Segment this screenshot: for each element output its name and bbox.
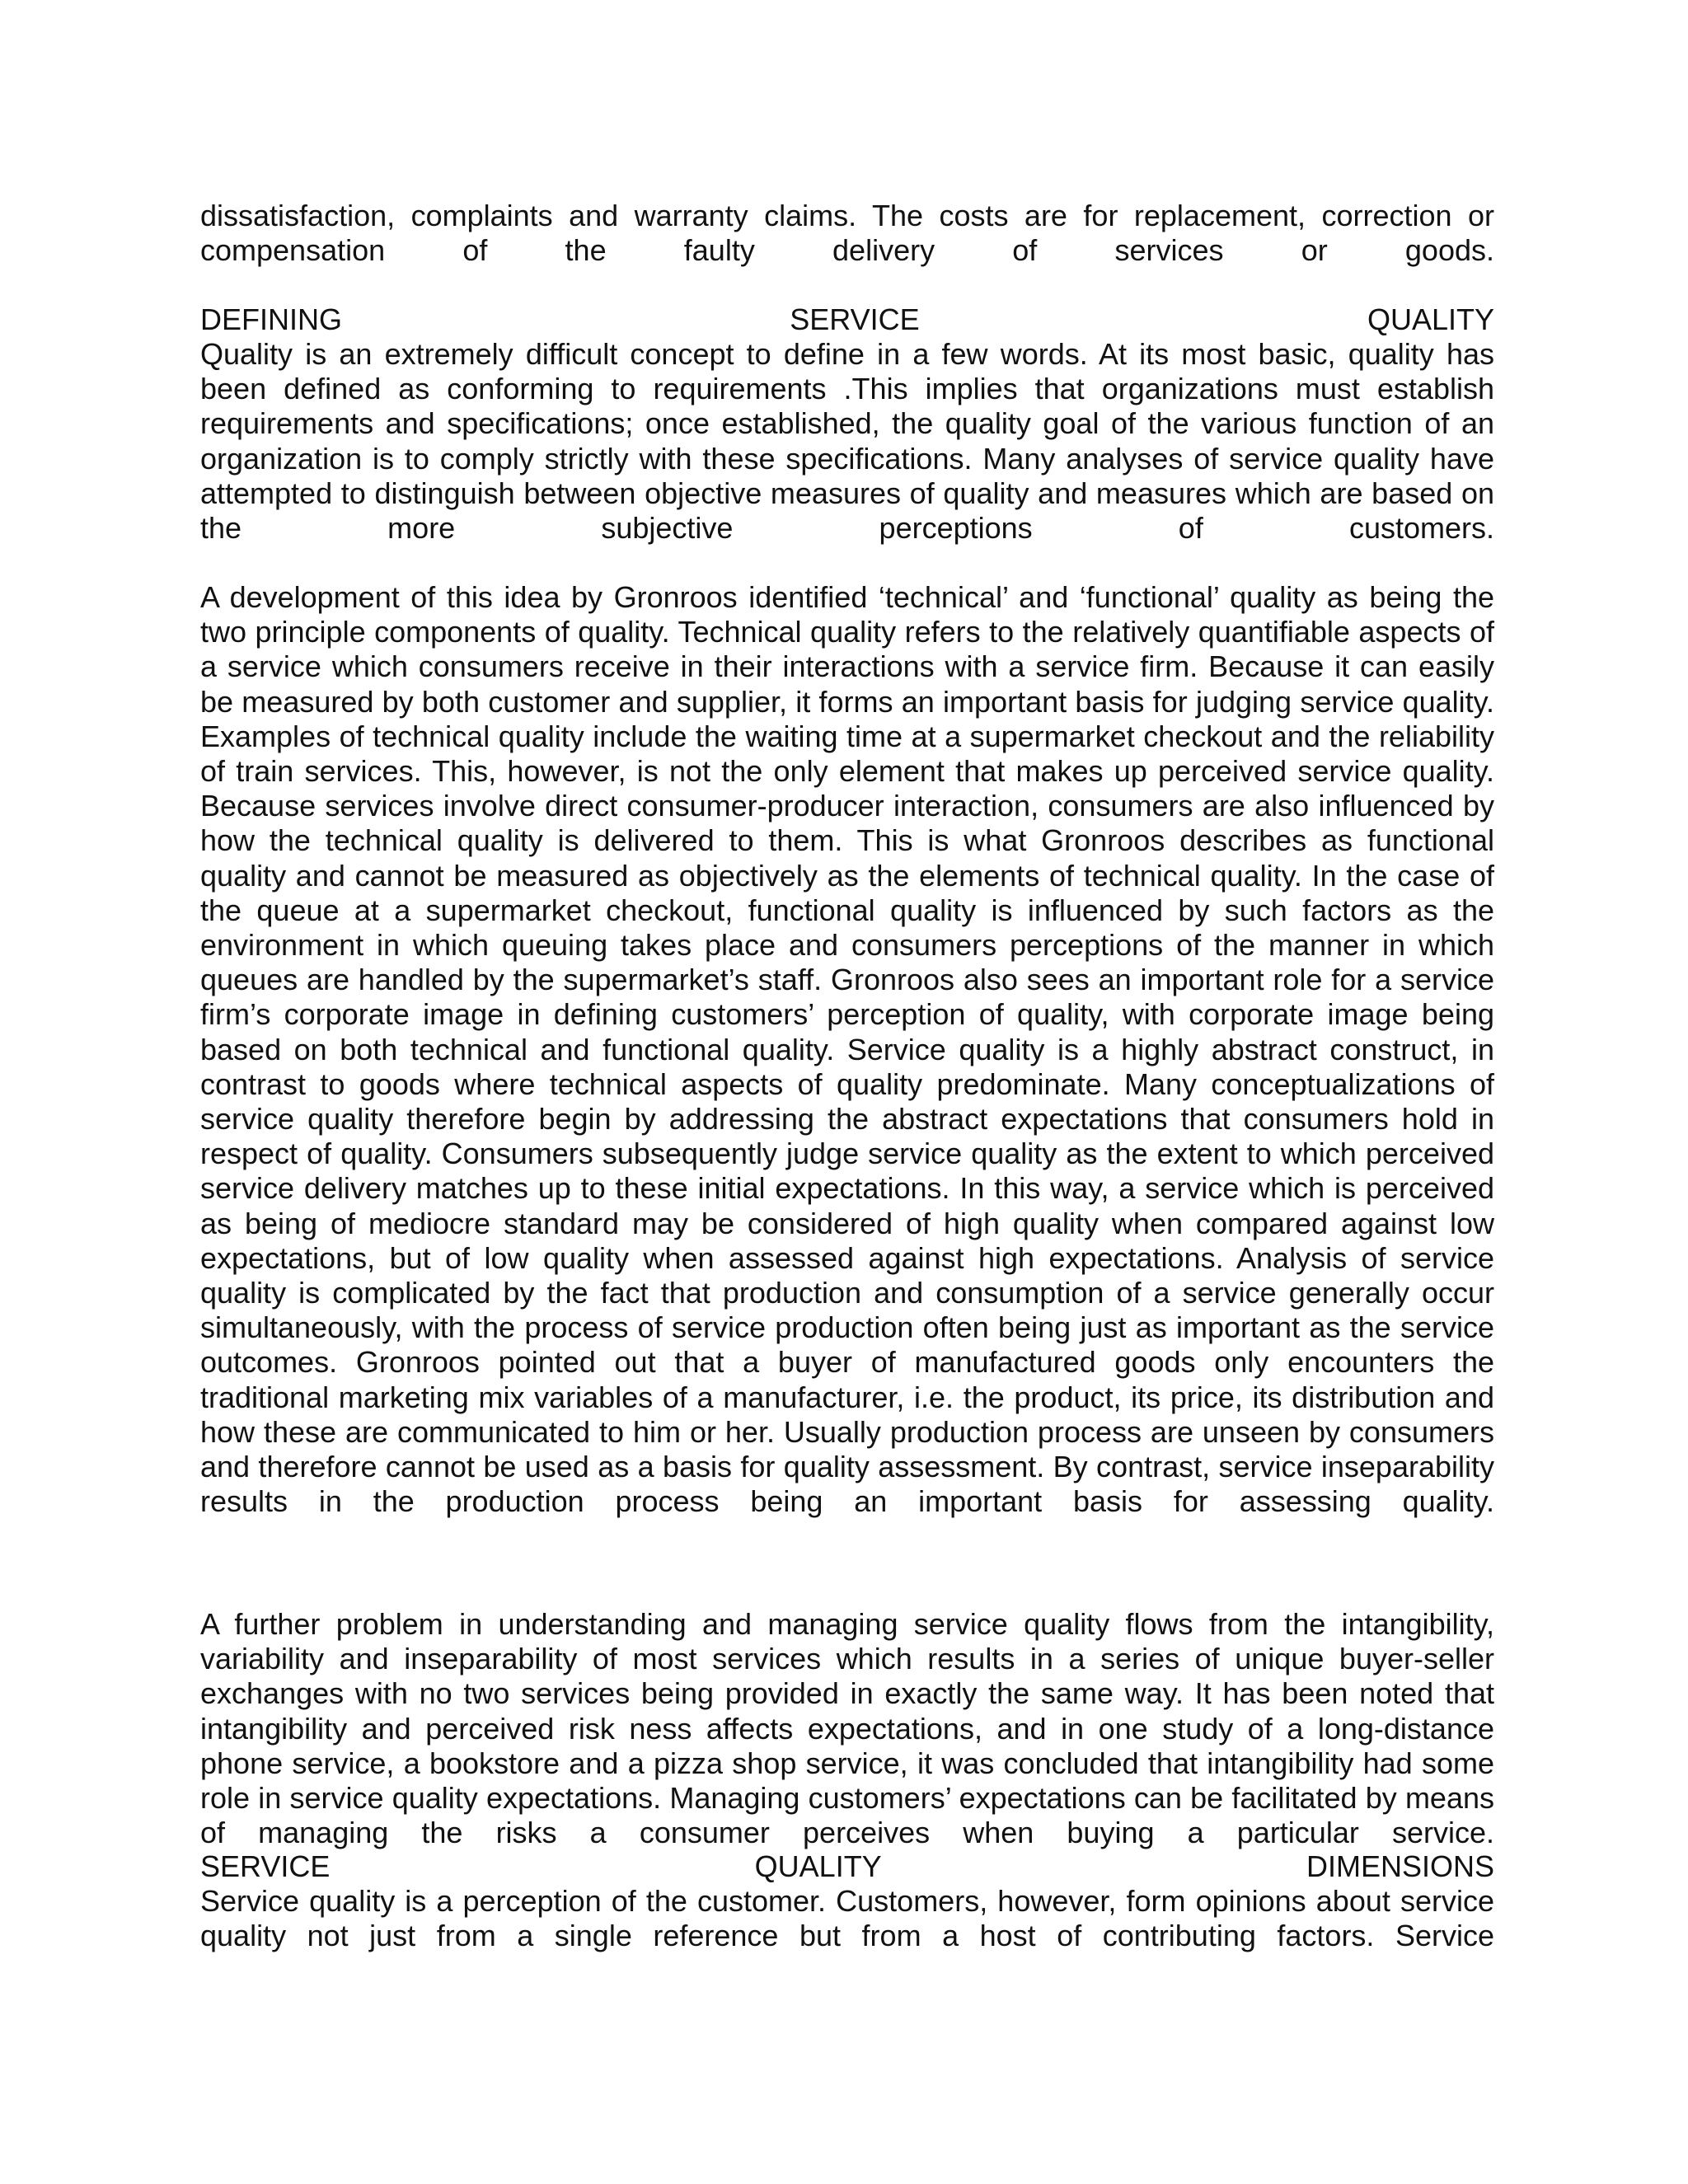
paragraph-defining-quality: Quality is an extremely difficult concept to define in a few words. At its most basic, quality has been defined as conforming to requirements .This implies that organizations must establish requirements and specifications; once established, the quality goal of the various function of an organization is to comply strictly with these specifications. Many analyses of service quality have attempted to distinguish between objective measures of quality and measures which are based on the more subjective perceptions of customers. xyxy=(200,337,1494,546)
heading-service-quality-dimensions xyxy=(200,1849,1494,1884)
heading-defining-service-quality xyxy=(200,302,1494,337)
heading-word: SERVICE xyxy=(200,1849,331,1883)
paragraph-intro: dissatisfaction, complaints and warranty claims. The costs are for replacement, correction or compensation of the faulty delivery of services or goods. xyxy=(200,199,1494,268)
paragraph-dimensions: Service quality is a perception of the customer. Customers, however, form opinions about service quality not just from a single reference but from a host of contributing factors. Service xyxy=(200,1884,1494,1953)
heading-word: SERVICE xyxy=(790,302,920,336)
paragraph-further-problem: A further problem in understanding and managing service quality flows from the intangibility, variability and inseparability of most services which results in a series of unique buyer-seller exchanges with no two services being provided in exactly the same way. It has been noted that intangibility and perceived risk ness affects expectations, and in one study of a long-distance phone service, a bookstore and a pizza shop service, it was concluded that intangibility had some role in service quality expectations. Managing customers’ expectations can be facilitated by means of managing the risks a consumer perceives when buying a particular service. xyxy=(200,1607,1494,1850)
heading-word: QUALITY xyxy=(1367,302,1494,336)
heading-word: QUALITY xyxy=(754,1849,882,1883)
paragraph-gronroos: A development of this idea by Gronroos identified ‘technical’ and ‘functional’ quality as being the two principle components of quality. Technical quality refers to the relatively quantifiable aspects of a service which consumers receive in their interactions with a service firm. Because it can easily be measured by both customer and supplier, it forms an important basis for judging service quality. Examples of technical quality include the waiting time at a supermarket checkout and the reliability of train services. This, however, is not the only element that makes up perceived service quality. Because services involve direct consumer-producer interaction, consumers are also influenced by how the technical quality is delivered to them. This is what Gronroos describes as functional quality and cannot be measured as objectively as the elements of technical quality. In the case of the queue at a supermarket checkout, functional quality is influenced by such factors as the environment in which queuing takes place and consumers perceptions of the manner in which queues are handled by the supermarket’s staff. Gronroos also sees an important role for a service firm’s corporate image in defining customers’ perception of quality, with corporate image being based on both technical and functional quality. Service quality is a highly abstract construct, in contrast to goods where technical aspects of quality predominate. Many conceptualizations of service quality therefore begin by addressing the abstract expectations that consumers hold in respect of quality. Consumers subsequently judge service quality as the extent to which perceived service delivery matches up to these initial expectations. In this way, a service which is perceived as being of mediocre standard may be considered of high quality when compared against low expectations, but of low quality when assessed against high expectations. Analysis of service quality is complicated by the fact that production and consumption of a service generally occur simultaneously, with the process of service production often being just as important as the service outcomes. Gronroos pointed out that a buyer of manufactured goods only encounters the traditional marketing mix variables of a manufacturer, i.e. the product, its price, its distribution and how these are communicated to him or her. Usually production process are unseen by consumers and therefore cannot be used as a basis for quality assessment. By contrast, service inseparability results in the production process being an important basis for assessing quality. xyxy=(200,580,1494,1519)
heading-word: DIMENSIONS xyxy=(1306,1849,1494,1883)
heading-word: DEFINING xyxy=(200,302,343,336)
